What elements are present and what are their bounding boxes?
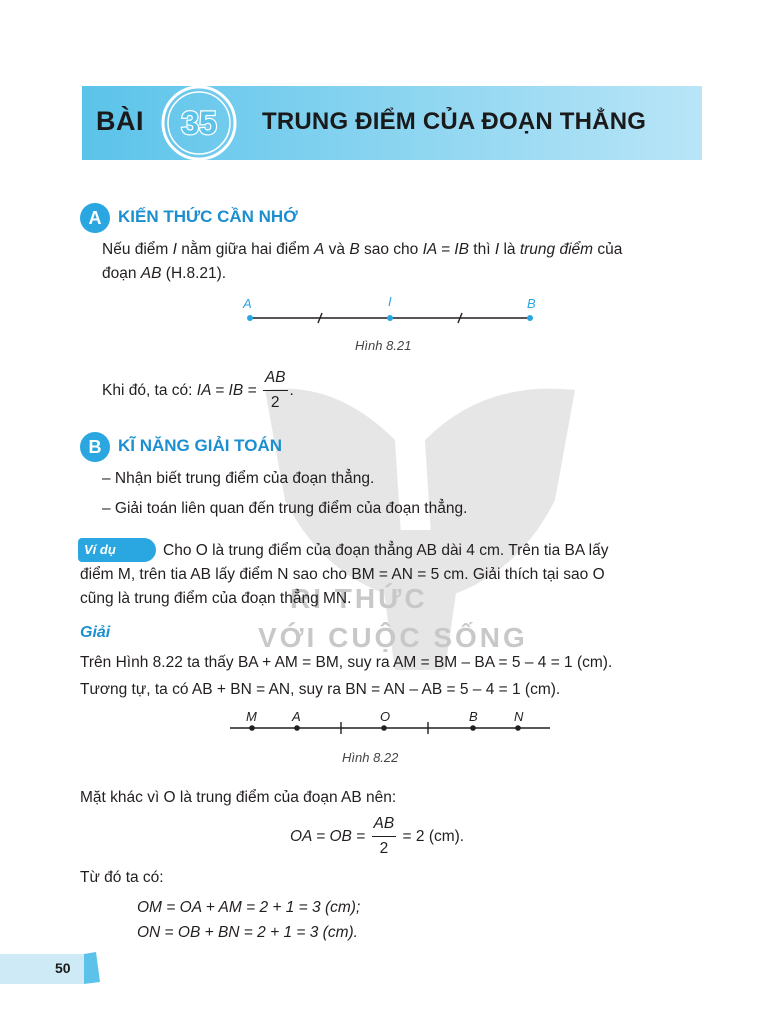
watermark-text-2: VỚI CUỘC SỐNG bbox=[258, 622, 528, 653]
point-a bbox=[247, 315, 253, 321]
fig821-label-b: B bbox=[527, 296, 536, 311]
section-b-title: KĨ NĂNG GIẢI TOÁN bbox=[118, 436, 283, 455]
lesson-prefix: BÀI bbox=[96, 106, 144, 136]
section-b-badge: B bbox=[80, 432, 110, 462]
section-a-title: KIẾN THỨC CẦN NHỚ bbox=[118, 207, 298, 226]
solution-line-3: Mặt khác vì O là trung điểm của đoạn AB nên: bbox=[80, 789, 397, 806]
page-number-tab bbox=[0, 952, 100, 986]
fig821-label-a: A bbox=[243, 296, 252, 311]
solution-line-2: Tương tự, ta có AB + BN = AN, suy ra BN = AN – AB = 5 – 4 = 1 (cm). bbox=[80, 681, 561, 698]
fig822-label-n: N bbox=[514, 709, 524, 724]
section-a-badge: A bbox=[80, 203, 110, 233]
point-n bbox=[515, 725, 521, 731]
point-b bbox=[470, 725, 476, 731]
lesson-number: 35 bbox=[181, 105, 217, 141]
oa-ob-formula: OA = OB = $\frac{AB}{2}$ = 2 (cm). bbox=[290, 812, 464, 861]
point-b bbox=[527, 315, 533, 321]
solution-line-4: Từ đó ta có: bbox=[80, 869, 164, 886]
definition-line-1: Nếu điểm I nằm giữa hai điểm A và B sao cho IA = IB thì I là trung điểm của bbox=[102, 241, 623, 258]
point-m bbox=[249, 725, 255, 731]
lesson-number-badge bbox=[160, 84, 238, 162]
fig822-label-a: A bbox=[292, 709, 301, 724]
bullet-2: – Giải toán liên quan đến trung điểm của đoạn thẳng. bbox=[102, 500, 468, 517]
point-i bbox=[387, 315, 393, 321]
example-line-2: điểm M, trên tia AB lấy điểm N sao cho BM = AN = 5 cm. Giải thích tại sao O bbox=[80, 566, 605, 583]
result-on: ON = OB + BN = 2 + 1 = 3 (cm). bbox=[137, 924, 358, 941]
midpoint-formula: Khi đó, ta có: IA = IB = $\frac{AB}{2}$ . bbox=[102, 366, 294, 415]
fig822-label-o: O bbox=[380, 709, 391, 724]
bullet-1: – Nhận biết trung điểm của đoạn thẳng. bbox=[102, 470, 375, 487]
figure-8-22-caption: Hình 8.22 bbox=[342, 750, 399, 765]
example-line-3: cũng là trung điểm của đoạn thẳng MN. bbox=[80, 590, 352, 607]
definition-line-2: đoạn AB (H.8.21). bbox=[102, 265, 227, 282]
lesson-title: TRUNG ĐIỂM CỦA ĐOẠN THẲNG bbox=[262, 108, 647, 135]
solution-line-1: Trên Hình 8.22 ta thấy BA + AM = BM, suy ra AM = BM – BA = 5 – 4 = 1 (cm). bbox=[80, 654, 613, 671]
fig821-label-i: I bbox=[388, 294, 392, 309]
figure-8-22 bbox=[228, 718, 553, 738]
fig822-label-m: M bbox=[246, 709, 257, 724]
example-badge: Ví dụ bbox=[78, 538, 156, 562]
point-a bbox=[294, 725, 300, 731]
figure-8-21 bbox=[240, 308, 540, 328]
watermark-text-1: RI THỨC bbox=[290, 583, 428, 614]
page-number: 50 bbox=[55, 960, 71, 976]
figure-8-21-caption: Hình 8.21 bbox=[355, 338, 412, 353]
fig822-label-b: B bbox=[469, 709, 478, 724]
result-om: OM = OA + AM = 2 + 1 = 3 (cm); bbox=[137, 899, 361, 916]
solution-heading: Giải bbox=[80, 624, 111, 641]
point-o bbox=[381, 725, 387, 731]
example-line-1: Cho O là trung điểm của đoạn thẳng AB dài 4 cm. Trên tia BA lấy bbox=[163, 542, 609, 559]
